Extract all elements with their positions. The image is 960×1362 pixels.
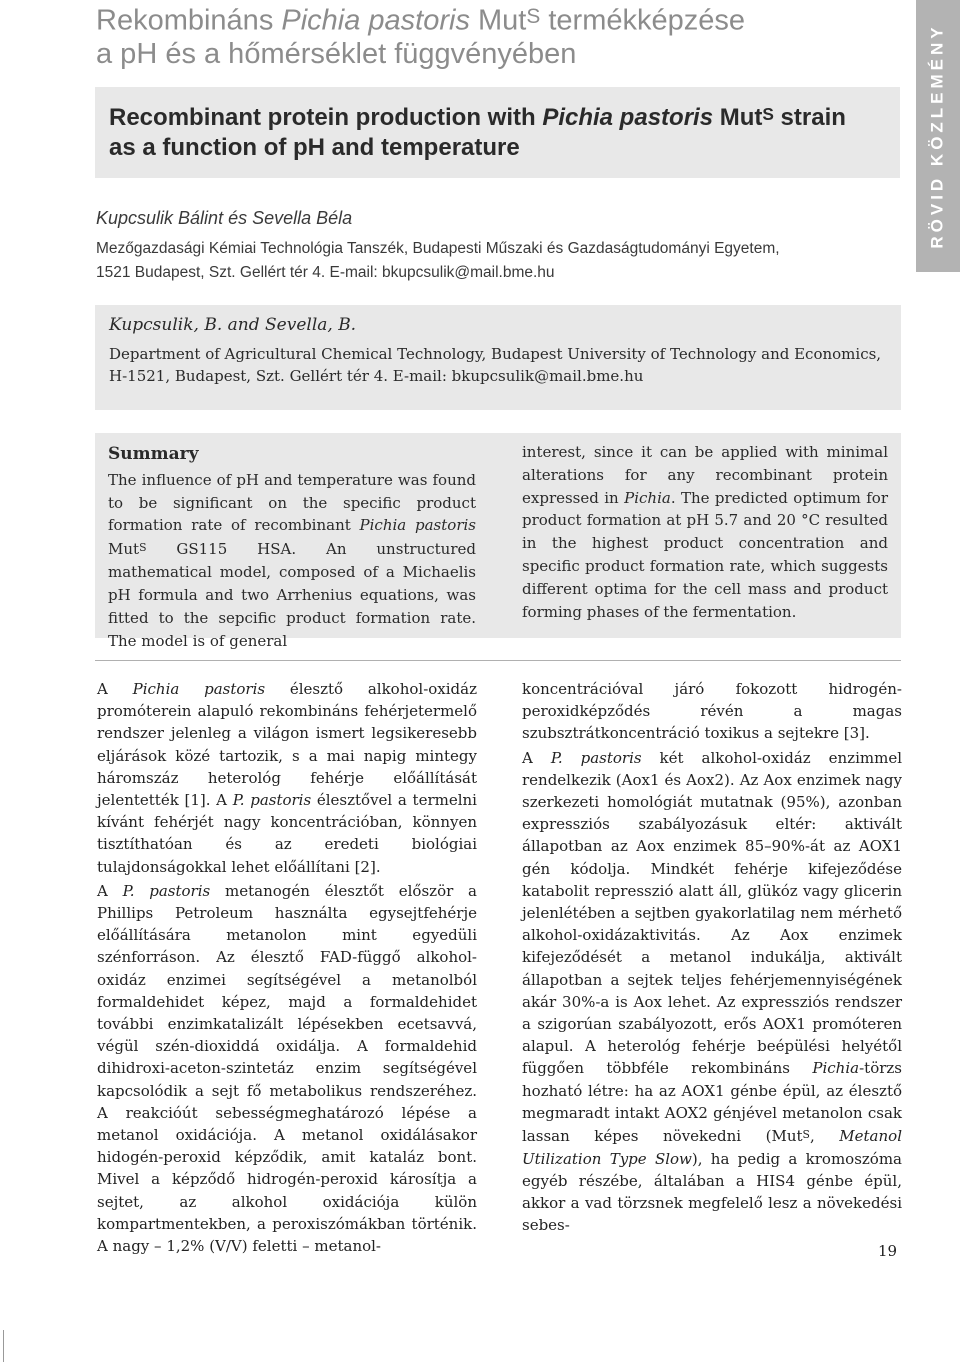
authors-hu-names: Kupcsulik Bálint és Sevella Béla: [96, 208, 353, 228]
body-right-column: [522, 678, 902, 1238]
body-paragraph: koncentrációval járó fokozott hidrogén-peroxidképződés révén a magas szubsztrátkoncentráció toxikus a sejtekre [3].: [522, 680, 902, 743]
section-tab: [916, 0, 960, 272]
body-text: ,: [809, 1127, 840, 1146]
hungarian-title: [96, 0, 856, 71]
body-paragraph: [97, 678, 477, 878]
title-en-species: Pichia pastoris: [542, 104, 714, 132]
aff-en-line2: H-1521, Budapest, Szt. Gellért tér 4. E-mail: bkupcsulik@mail.bme.hu: [109, 367, 644, 385]
title-en-text-end: strain: [773, 104, 846, 132]
body-paragraph: [522, 747, 902, 1237]
title-en-sup: S: [762, 104, 774, 124]
body-text: élesztő alkohol-oxidáz promóterein alapuló rekombináns fehérjetermelő rendszer jelenleg a világon ismert legsikeresebb eljárások közé tartozik, s a mai napig mintegy háromszáz heterológ fehérje előállítását jelentették [1]. A: [97, 680, 478, 810]
title-hu-sup: S: [526, 5, 541, 28]
aff-hu-line2: 1521 Budapest, Szt. Gellért tér 4. E-mail: bkupcsulik@mail.bme.hu: [96, 264, 555, 281]
body-text: A: [522, 748, 551, 767]
body-species: Pichia: [812, 1059, 860, 1078]
body-text: ), ha pedig a kromoszóma egyéb részébe, általában a HIS4 génbe épül, akkor a vad törzsnek megfelelő lesz a növekedési sebes-: [522, 1149, 902, 1235]
summary-mut: Mut: [108, 540, 140, 559]
body-text: -törzs hozható létre: ha az AOX1 génbe épül, az élesztő megmaradt intakt AOX2 génjével metanolon csak lassan képes növekedni (Mut: [522, 1059, 902, 1146]
summary-text: The influence of pH and temperature was found to be significant on the specific product formation rate of recombinant: [108, 470, 476, 535]
hungarian-title-block: [96, 0, 856, 71]
summary-right-text: interest, since it can be applied with minimal alterations for any recombinant protein expressed in: [522, 443, 888, 507]
body-left-column: [97, 678, 477, 1259]
english-authors-box: [95, 305, 901, 410]
title-hu-species: Pichia pastoris: [281, 4, 470, 37]
title-en-line2: as a function of pH and temperature: [109, 134, 520, 162]
english-title: [109, 99, 886, 163]
body-text: két alkohol-oxidáz enzimmel rendelkezik (Aox1 és Aox2). Az Aox enzimek nagy szerkezeti homológiát mutatnak (95%), azonban expressziós szabályozásuk eltér: aktivált állapotban az Aox enzimek 85–90%-át az AOX1 gén kódolja. Mindkét fehérje kifejeződése katabolit represszió alatt áll, glükóz vagy glicerin jelenlétében a sejtben gyakorlatilag nem mérhető alkohol-oxidázaktivitás. Az Aox enzimek kifejeződését a metanol indukálja, aktivált állapotban a sejtek teljes fehérjemennyiségének akár 30%-a is Aox lehet. Az expressziós rendszer a szigorúan szabályozott, erős AOX1 promóteren alapul. A heterológ fehérje beépülési helyétől függően többféle rekombináns: [522, 748, 902, 1078]
body-paragraph: [97, 880, 477, 1257]
summary-heading: Summary: [108, 444, 199, 464]
summary-species: Pichia pastoris: [359, 516, 476, 535]
body-species: P. pastoris: [122, 881, 211, 900]
authors-en-affiliation: [109, 343, 887, 387]
section-divider: [95, 660, 901, 661]
title-hu-text-end: termékképzése: [540, 4, 746, 37]
title-hu-text: Rekombináns: [96, 4, 282, 37]
summary-left-column: [108, 441, 476, 652]
body-text: metanogén élesztőt először a Phillips Petroleum használta egysejtfehérje előállítására metanolon mint egyedüli szénforráson. Az élesztő FAD-függő alkohol-oxidáz enzimei segítségével a metanolból formaldehidet képez, majd a formaldehidet további enzimkatalizált lépésekben ecetsavvá, végül szén-dioxiddá oxidálja. A formaldehid dihidroxi-aceton-szintetáz enzim segítségével kapcsolódik a sejt fő metabolikus rendszeréhez. A reakcióút sebességmeghatározó lépése a metanol oxidációja. A metanol oxidálásakor hidogén-peroxid képződik, amit kataláz bont. Mivel a képződő hidrogén-peroxid károsítja a sejtet, az alkohol oxidációja külön kompartmentekben, a peroxiszómákban történik. A nagy – 1,2% (V/V) feletti – metanol-: [97, 881, 478, 1256]
summary-box: [95, 433, 901, 650]
section-tab-label: RÖVID KÖZLEMÉNY: [928, 23, 948, 249]
summary-right-text-cont: . The predicted optimum for product formation at pH 5.7 and 20 °C resulted in the highest product concentration and specific product formation rate, which suggests different optima for the cell mass and product forming phases of the fermentation.: [522, 488, 888, 621]
scan-edge-mark: [3, 1330, 4, 1362]
authors-hu-affiliation: [96, 237, 876, 285]
english-title-box: [95, 87, 900, 178]
title-en-mut: Mut: [713, 104, 763, 132]
title-en-text: Recombinant protein production with: [109, 104, 543, 132]
hungarian-authors-block: [96, 208, 876, 285]
body-species: P. pastoris: [232, 791, 312, 810]
body-text: élesztővel a termelni kívánt fehérjét nagy koncentrációban, könnyen tisztíthatóan és az eredeti biológiai tulajdonságokkal lehet előállítani [2].: [97, 791, 477, 876]
body-species: Pichia pastoris: [132, 680, 266, 698]
summary-text-cont: GS115 HSA. An unstructured mathematical model, composed of a Michaelis pH formula and two Arrhenius equations, was fitted to the sepcific product formation rate. The model is of general: [108, 540, 476, 650]
summary-right-species: Pichia: [624, 488, 671, 507]
body-text: A: [97, 680, 133, 698]
body-sup: S: [802, 1128, 810, 1142]
title-hu-line2: a pH és a hőmérséklet függvényében: [96, 38, 577, 71]
authors-en-names: Kupcsulik, B. and Sevella, B.: [109, 315, 357, 335]
body-text: A: [97, 881, 123, 900]
aff-hu-line1: Mezőgazdasági Kémiai Technológia Tanszék, Budapesti Műszaki és Gazdaságtudományi Egyetem,: [96, 240, 780, 257]
aff-en-line1: Department of Agricultural Chemical Technology, Budapest University of Technology and Economics,: [109, 345, 882, 363]
summary-sup: S: [139, 541, 147, 555]
summary-right-column: [522, 441, 888, 623]
body-italic-term: Metanol Utilization Type Slow: [522, 1127, 902, 1168]
page-number: 19: [878, 1242, 898, 1260]
body-species: P. pastoris: [550, 748, 642, 767]
title-hu-mut: Mut: [469, 4, 527, 37]
